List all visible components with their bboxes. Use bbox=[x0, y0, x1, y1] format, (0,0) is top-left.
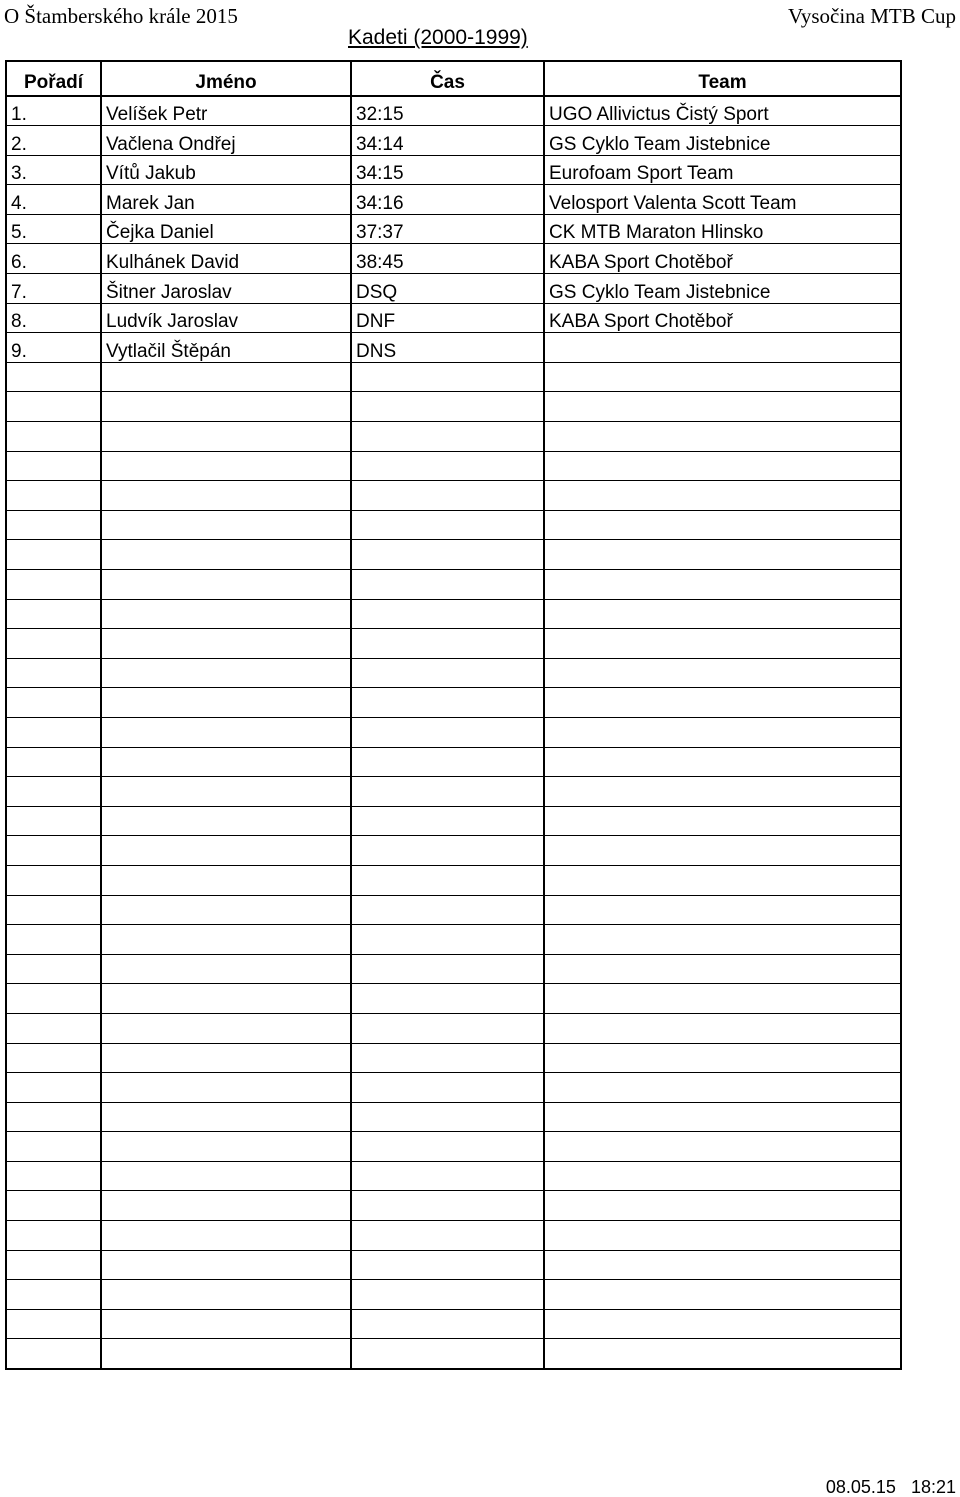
empty-row bbox=[6, 1132, 901, 1162]
empty-cell bbox=[101, 1250, 351, 1280]
header-row bbox=[6, 61, 901, 96]
empty-cell bbox=[101, 865, 351, 895]
empty-cell bbox=[351, 747, 544, 777]
empty-cell bbox=[6, 1191, 101, 1221]
empty-cell bbox=[544, 1102, 901, 1132]
empty-row bbox=[6, 658, 901, 688]
empty-cell bbox=[351, 1191, 544, 1221]
empty-cell bbox=[351, 717, 544, 747]
team-cell: Eurofoam Sport Team bbox=[544, 155, 901, 185]
empty-cell bbox=[101, 984, 351, 1014]
empty-cell bbox=[351, 954, 544, 984]
empty-cell bbox=[351, 1043, 544, 1073]
empty-cell bbox=[544, 865, 901, 895]
empty-cell bbox=[544, 599, 901, 629]
empty-row bbox=[6, 1339, 901, 1369]
empty-cell bbox=[544, 895, 901, 925]
empty-cell bbox=[6, 1221, 101, 1251]
empty-cell bbox=[6, 1102, 101, 1132]
empty-cell bbox=[351, 1102, 544, 1132]
empty-cell bbox=[6, 540, 101, 570]
empty-cell bbox=[351, 1309, 544, 1339]
empty-cell bbox=[6, 747, 101, 777]
empty-row bbox=[6, 422, 901, 452]
empty-cell bbox=[544, 1191, 901, 1221]
table-row bbox=[6, 96, 901, 126]
empty-cell bbox=[544, 717, 901, 747]
empty-cell bbox=[101, 1309, 351, 1339]
empty-row bbox=[6, 1073, 901, 1103]
team-cell bbox=[544, 333, 901, 363]
table-row bbox=[6, 333, 901, 363]
empty-cell bbox=[6, 717, 101, 747]
empty-cell bbox=[101, 688, 351, 718]
rank-cell: 8. bbox=[6, 303, 101, 333]
empty-cell bbox=[6, 836, 101, 866]
name-cell: Vytlačil Štěpán bbox=[101, 333, 351, 363]
empty-row bbox=[6, 806, 901, 836]
empty-cell bbox=[351, 1013, 544, 1043]
empty-cell bbox=[351, 1161, 544, 1191]
results-body bbox=[6, 96, 901, 1369]
name-cell: Vítů Jakub bbox=[101, 155, 351, 185]
empty-row bbox=[6, 954, 901, 984]
empty-cell bbox=[351, 570, 544, 600]
empty-cell bbox=[544, 481, 901, 511]
empty-cell bbox=[351, 984, 544, 1014]
empty-cell bbox=[6, 1013, 101, 1043]
empty-cell bbox=[101, 1102, 351, 1132]
empty-row bbox=[6, 451, 901, 481]
empty-cell bbox=[101, 362, 351, 392]
empty-cell bbox=[6, 1073, 101, 1103]
empty-row bbox=[6, 1102, 901, 1132]
team-cell: UGO Allivictus Čistý Sport bbox=[544, 96, 901, 126]
empty-cell bbox=[6, 451, 101, 481]
empty-cell bbox=[101, 658, 351, 688]
empty-cell bbox=[6, 658, 101, 688]
empty-row bbox=[6, 895, 901, 925]
empty-cell bbox=[544, 747, 901, 777]
time-cell: DNF bbox=[351, 303, 544, 333]
empty-row bbox=[6, 540, 901, 570]
table-row bbox=[6, 155, 901, 185]
empty-cell bbox=[101, 599, 351, 629]
empty-cell bbox=[101, 629, 351, 659]
rank-cell: 6. bbox=[6, 244, 101, 274]
empty-cell bbox=[6, 1309, 101, 1339]
time-cell: 34:16 bbox=[351, 185, 544, 215]
empty-cell bbox=[351, 895, 544, 925]
empty-cell bbox=[544, 1250, 901, 1280]
rank-cell: 3. bbox=[6, 155, 101, 185]
empty-row bbox=[6, 510, 901, 540]
empty-cell bbox=[351, 392, 544, 422]
empty-cell bbox=[544, 1221, 901, 1251]
empty-cell bbox=[6, 570, 101, 600]
name-cell: Velíšek Petr bbox=[101, 96, 351, 126]
table-row bbox=[6, 244, 901, 274]
empty-cell bbox=[544, 1339, 901, 1369]
table-row bbox=[6, 126, 901, 156]
empty-row bbox=[6, 1161, 901, 1191]
empty-cell bbox=[544, 1043, 901, 1073]
empty-cell bbox=[6, 629, 101, 659]
empty-cell bbox=[544, 570, 901, 600]
empty-cell bbox=[544, 1132, 901, 1162]
empty-cell bbox=[351, 510, 544, 540]
empty-cell bbox=[6, 1132, 101, 1162]
empty-cell bbox=[544, 1161, 901, 1191]
empty-cell bbox=[6, 392, 101, 422]
empty-cell bbox=[544, 540, 901, 570]
time-cell: 34:15 bbox=[351, 155, 544, 185]
results-table bbox=[5, 60, 902, 1370]
empty-cell bbox=[6, 510, 101, 540]
time-cell: DSQ bbox=[351, 274, 544, 304]
empty-cell bbox=[351, 836, 544, 866]
empty-cell bbox=[351, 1132, 544, 1162]
empty-cell bbox=[351, 451, 544, 481]
empty-cell bbox=[6, 777, 101, 807]
rank-cell: 4. bbox=[6, 185, 101, 215]
empty-row bbox=[6, 688, 901, 718]
name-cell: Kulhánek David bbox=[101, 244, 351, 274]
empty-cell bbox=[6, 688, 101, 718]
empty-cell bbox=[544, 392, 901, 422]
empty-cell bbox=[101, 481, 351, 511]
table-row bbox=[6, 274, 901, 304]
empty-cell bbox=[101, 422, 351, 452]
name-cell: Marek Jan bbox=[101, 185, 351, 215]
empty-cell bbox=[101, 451, 351, 481]
empty-cell bbox=[101, 1221, 351, 1251]
time-cell: 38:45 bbox=[351, 244, 544, 274]
table-row bbox=[6, 214, 901, 244]
empty-cell bbox=[6, 481, 101, 511]
empty-cell bbox=[101, 717, 351, 747]
rank-cell: 9. bbox=[6, 333, 101, 363]
empty-cell bbox=[6, 422, 101, 452]
empty-cell bbox=[544, 688, 901, 718]
empty-cell bbox=[351, 806, 544, 836]
empty-cell bbox=[6, 984, 101, 1014]
rank-cell: 1. bbox=[6, 96, 101, 126]
empty-cell bbox=[6, 1339, 101, 1369]
empty-row bbox=[6, 1280, 901, 1310]
empty-row bbox=[6, 717, 901, 747]
empty-cell bbox=[101, 1161, 351, 1191]
empty-cell bbox=[544, 629, 901, 659]
empty-cell bbox=[351, 1250, 544, 1280]
empty-cell bbox=[6, 865, 101, 895]
category-title: Kadeti (2000-1999) bbox=[348, 26, 528, 49]
empty-cell bbox=[101, 1132, 351, 1162]
column-header-rank: Pořadí bbox=[6, 61, 101, 96]
empty-cell bbox=[544, 1073, 901, 1103]
empty-row bbox=[6, 481, 901, 511]
empty-cell bbox=[6, 954, 101, 984]
empty-cell bbox=[101, 1043, 351, 1073]
empty-cell bbox=[6, 599, 101, 629]
empty-cell bbox=[351, 688, 544, 718]
column-header-name: Jméno bbox=[101, 61, 351, 96]
empty-cell bbox=[544, 658, 901, 688]
empty-cell bbox=[6, 362, 101, 392]
empty-cell bbox=[544, 954, 901, 984]
empty-row bbox=[6, 570, 901, 600]
time-cell: DNS bbox=[351, 333, 544, 363]
empty-row bbox=[6, 599, 901, 629]
empty-cell bbox=[544, 510, 901, 540]
empty-cell bbox=[351, 599, 544, 629]
team-cell: CK MTB Maraton Hlinsko bbox=[544, 214, 901, 244]
empty-row bbox=[6, 925, 901, 955]
cup-title: Vysočina MTB Cup bbox=[788, 4, 956, 28]
team-cell: KABA Sport Chotěboř bbox=[544, 303, 901, 333]
empty-cell bbox=[544, 806, 901, 836]
empty-cell bbox=[6, 1043, 101, 1073]
empty-cell bbox=[101, 540, 351, 570]
empty-row bbox=[6, 984, 901, 1014]
table-row bbox=[6, 185, 901, 215]
empty-cell bbox=[101, 570, 351, 600]
event-title: O Štamberského krále 2015 bbox=[4, 4, 238, 28]
column-header-team: Team bbox=[544, 61, 901, 96]
empty-cell bbox=[351, 925, 544, 955]
print-timestamp: 08.05.15 18:21 bbox=[825, 1477, 956, 1497]
empty-row bbox=[6, 1191, 901, 1221]
empty-cell bbox=[351, 422, 544, 452]
empty-cell bbox=[101, 836, 351, 866]
empty-row bbox=[6, 1250, 901, 1280]
team-cell: KABA Sport Chotěboř bbox=[544, 244, 901, 274]
empty-cell bbox=[6, 895, 101, 925]
empty-cell bbox=[101, 777, 351, 807]
empty-cell bbox=[101, 747, 351, 777]
empty-cell bbox=[351, 658, 544, 688]
name-cell: Ludvík Jaroslav bbox=[101, 303, 351, 333]
team-cell: GS Cyklo Team Jistebnice bbox=[544, 274, 901, 304]
empty-cell bbox=[544, 1013, 901, 1043]
empty-cell bbox=[101, 954, 351, 984]
column-header-time: Čas bbox=[351, 61, 544, 96]
empty-cell bbox=[351, 1339, 544, 1369]
empty-row bbox=[6, 1309, 901, 1339]
time-cell: 34:14 bbox=[351, 126, 544, 156]
empty-cell bbox=[101, 1013, 351, 1043]
empty-cell bbox=[544, 1280, 901, 1310]
empty-row bbox=[6, 392, 901, 422]
empty-cell bbox=[351, 362, 544, 392]
rank-cell: 5. bbox=[6, 214, 101, 244]
empty-row bbox=[6, 1043, 901, 1073]
table-row bbox=[6, 303, 901, 333]
rank-cell: 2. bbox=[6, 126, 101, 156]
empty-cell bbox=[351, 540, 544, 570]
empty-cell bbox=[101, 392, 351, 422]
empty-cell bbox=[351, 1221, 544, 1251]
time-cell: 32:15 bbox=[351, 96, 544, 126]
empty-cell bbox=[544, 362, 901, 392]
empty-cell bbox=[351, 1280, 544, 1310]
empty-row bbox=[6, 629, 901, 659]
empty-cell bbox=[101, 806, 351, 836]
empty-cell bbox=[544, 925, 901, 955]
empty-row bbox=[6, 1013, 901, 1043]
empty-cell bbox=[6, 1161, 101, 1191]
empty-cell bbox=[544, 422, 901, 452]
time-cell: 37:37 bbox=[351, 214, 544, 244]
empty-cell bbox=[101, 1191, 351, 1221]
empty-cell bbox=[6, 806, 101, 836]
empty-cell bbox=[6, 925, 101, 955]
empty-cell bbox=[351, 481, 544, 511]
empty-row bbox=[6, 362, 901, 392]
team-cell: GS Cyklo Team Jistebnice bbox=[544, 126, 901, 156]
empty-row bbox=[6, 1221, 901, 1251]
name-cell: Čejka Daniel bbox=[101, 214, 351, 244]
empty-row bbox=[6, 747, 901, 777]
empty-cell bbox=[101, 510, 351, 540]
empty-row bbox=[6, 865, 901, 895]
empty-row bbox=[6, 777, 901, 807]
name-cell: Šitner Jaroslav bbox=[101, 274, 351, 304]
empty-cell bbox=[101, 1339, 351, 1369]
empty-cell bbox=[351, 777, 544, 807]
empty-cell bbox=[6, 1280, 101, 1310]
empty-cell bbox=[101, 895, 351, 925]
empty-cell bbox=[351, 1073, 544, 1103]
name-cell: Vačlena Ondřej bbox=[101, 126, 351, 156]
empty-cell bbox=[101, 925, 351, 955]
empty-cell bbox=[544, 1309, 901, 1339]
team-cell: Velosport Valenta Scott Team bbox=[544, 185, 901, 215]
empty-cell bbox=[101, 1280, 351, 1310]
empty-cell bbox=[351, 865, 544, 895]
empty-cell bbox=[544, 836, 901, 866]
empty-cell bbox=[544, 984, 901, 1014]
empty-cell bbox=[6, 1250, 101, 1280]
empty-cell bbox=[101, 1073, 351, 1103]
empty-cell bbox=[544, 777, 901, 807]
rank-cell: 7. bbox=[6, 274, 101, 304]
empty-row bbox=[6, 836, 901, 866]
empty-cell bbox=[544, 451, 901, 481]
empty-cell bbox=[351, 629, 544, 659]
